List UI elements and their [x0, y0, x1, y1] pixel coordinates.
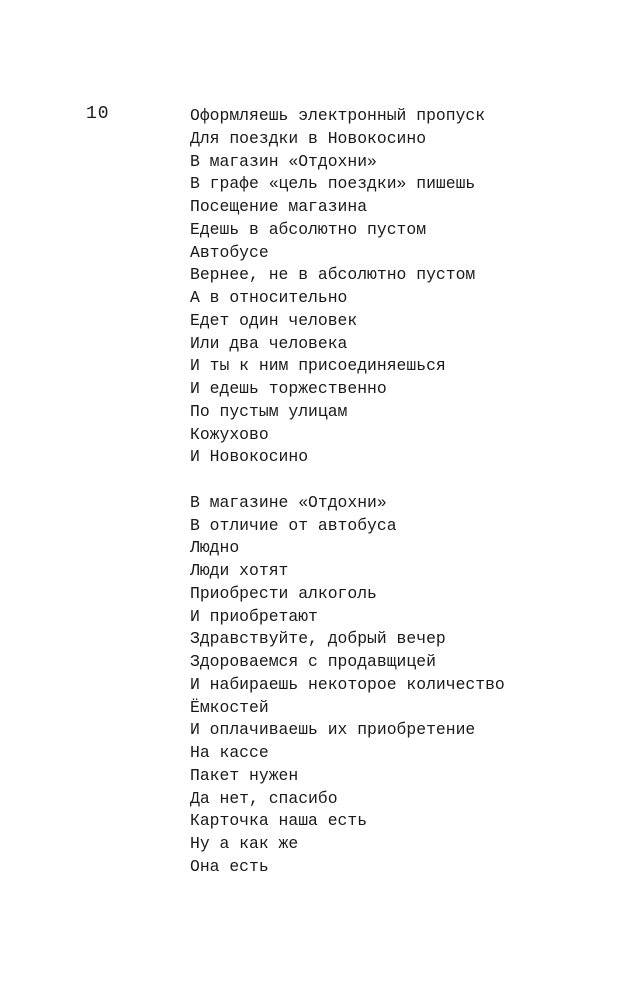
poem-line: Или два человека [190, 333, 348, 353]
poem-line: По пустым улицам [190, 401, 348, 421]
poem-line: На кассе [190, 743, 269, 762]
poem-line: И приобретают [190, 606, 318, 626]
stanza-1 [190, 105, 610, 469]
stanza-2 [190, 492, 610, 879]
poem-line: Ну а как же [190, 834, 299, 853]
poem-line: Для поездки в Новокосино [190, 128, 427, 148]
poem-line: Людно [190, 538, 240, 558]
poem-line: В магазине «Отдохни» [190, 492, 387, 512]
poem-line: Ёмкостей [190, 697, 269, 717]
poem-line: Посещение магазина [190, 197, 368, 216]
poem-line: И Новокосино [190, 447, 309, 467]
poem-line: Здравствуйте, добрый вечер [190, 629, 446, 649]
poem-line: Вернее, не в абсолютно пустом [190, 265, 476, 285]
page-number: 10 [86, 104, 110, 124]
poem-line: Приобрести алкоголь [190, 583, 377, 603]
poem-line: А в относительно [190, 288, 348, 307]
poem-line: И едешь торжественно [190, 379, 387, 398]
poem-line: Люди хотят [190, 561, 289, 580]
poem-line: Автобусе [190, 242, 269, 262]
poem-line: В магазин «Отдохни» [190, 151, 377, 171]
poem-line: И ты к ним присоединяешься [190, 356, 446, 376]
poem-line: И набираешь некоторое количество [190, 674, 505, 694]
poem-line: Здороваемся с продавщицей [190, 652, 436, 671]
poem-line: Карточка наша есть [190, 811, 368, 831]
poem-line: Да нет, спасибо [190, 788, 338, 808]
poem-line: Оформляешь электронный пропуск [190, 106, 486, 125]
poem-line: Кожухово [190, 424, 269, 444]
poem-line: Она есть [190, 856, 269, 876]
poem-line: Едет один человек [190, 310, 358, 330]
poem-text [190, 105, 610, 879]
poem-line: В графе «цель поездки» пишешь [190, 174, 476, 194]
poem-line: И оплачиваешь их приобретение [190, 720, 476, 740]
poem-line: Пакет нужен [190, 765, 299, 785]
poem-line: В отличие от автобуса [190, 515, 397, 535]
poem-line: Едешь в абсолютно пустом [190, 219, 427, 239]
